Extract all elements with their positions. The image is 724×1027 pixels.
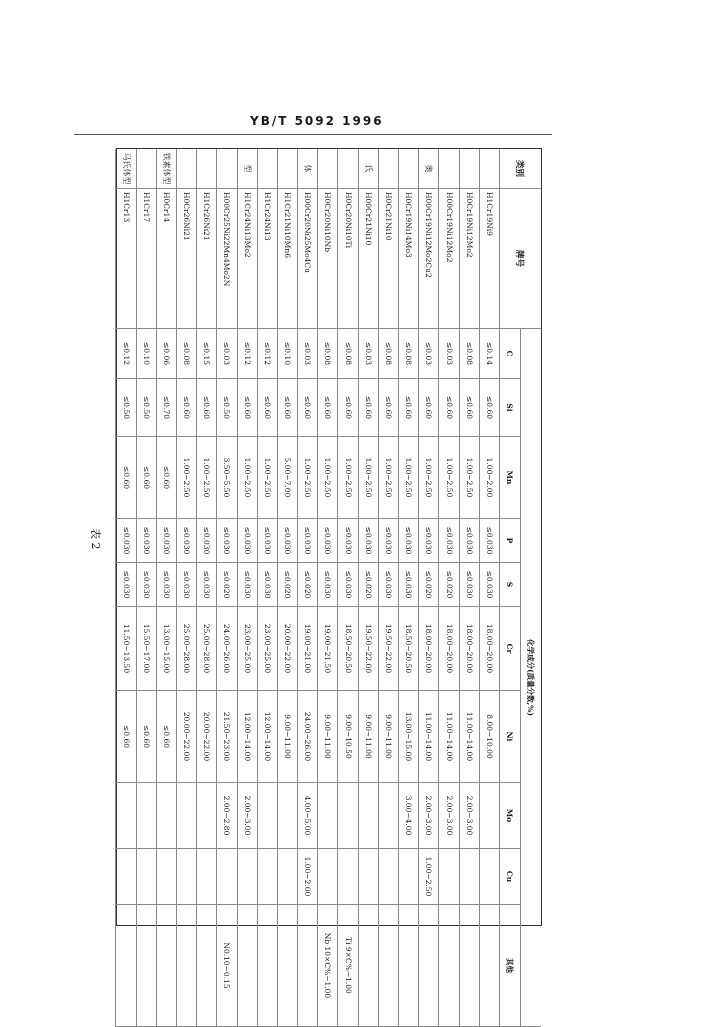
cell-ni: 11.00~14.00: [418, 691, 438, 783]
cell-grade: H0Cr19Ni14Mo3: [398, 189, 418, 329]
cell-s: ≤0.020: [418, 563, 438, 607]
cell-ni: 11.00~14.00: [459, 691, 479, 783]
cell-p: ≤0.030: [418, 519, 438, 563]
cell-mn: 1.00~2.50: [257, 437, 277, 519]
cell-category: [176, 149, 196, 189]
cell-s: ≤0.030: [115, 563, 135, 607]
cell-cr: 23.00~25.00: [257, 607, 277, 691]
header-cr: Cr: [500, 607, 520, 691]
cell-s: ≤0.020: [358, 563, 378, 607]
cell-cr: 19.50~22.00: [358, 607, 378, 691]
cell-si: ≤0.50: [216, 379, 236, 437]
cell-grade: H1Cr17: [136, 189, 156, 329]
cell-mn: 3.50~5.50: [216, 437, 236, 519]
cell-mo: [378, 783, 398, 849]
cell-category: 铁素体型: [156, 149, 176, 189]
cell-p: ≤0.030: [136, 519, 156, 563]
cell-cu: [479, 849, 499, 905]
cell-c: ≤0.03: [438, 329, 458, 379]
cell-c: ≤0.03: [418, 329, 438, 379]
cell-mo: 2.00~3.00: [438, 783, 458, 849]
cell-mn: 1.00~2.50: [338, 437, 358, 519]
cell-p: ≤0.030: [115, 519, 135, 563]
cell-other: [297, 905, 317, 1027]
cell-other: [136, 905, 156, 1027]
cell-category: 型: [237, 149, 257, 189]
cell-ni: 9.00~11.00: [277, 691, 297, 783]
cell-grade: H0Cr21Ni10: [378, 189, 398, 329]
cell-category: [338, 149, 358, 189]
header-p: P: [500, 519, 520, 563]
cell-si: ≤0.60: [418, 379, 438, 437]
header-c: C: [500, 329, 520, 379]
cell-s: ≤0.020: [438, 563, 458, 607]
cell-p: ≤0.030: [358, 519, 378, 563]
cell-ni: 20.00~22.00: [176, 691, 196, 783]
cell-s: ≤0.030: [257, 563, 277, 607]
cell-other: [398, 905, 418, 1027]
cell-other: [459, 905, 479, 1027]
cell-si: ≤0.50: [115, 379, 135, 437]
cell-mo: 2.00~2.80: [216, 783, 236, 849]
cell-cr: 19.00~21.00: [297, 607, 317, 691]
cell-mo: 3.00~4.00: [398, 783, 418, 849]
cell-category: [196, 149, 216, 189]
cell-mo: 2.00~3.00: [418, 783, 438, 849]
cell-mn: 1.00~2.50: [398, 437, 418, 519]
cell-category: 奥: [418, 149, 438, 189]
table-caption: 表 2: [89, 528, 102, 550]
cell-cr: 24.00~26.00: [216, 607, 236, 691]
cell-mo: [156, 783, 176, 849]
cell-mn: 1.00~2.50: [378, 437, 398, 519]
cell-ni: ≤0.60: [115, 691, 135, 783]
cell-si: ≤0.60: [317, 379, 337, 437]
cell-c: ≤0.06: [156, 329, 176, 379]
cell-si: ≤0.60: [176, 379, 196, 437]
cell-other: [196, 905, 216, 1027]
cell-cr: 15.50~17.00: [136, 607, 156, 691]
cell-cr: 23.00~25.00: [237, 607, 257, 691]
cell-mo: [136, 783, 156, 849]
cell-c: ≤0.03: [216, 329, 236, 379]
cell-grade: H0Cr20Ni10Ti: [338, 189, 358, 329]
header-grade: 牌号: [499, 189, 541, 329]
cell-p: ≤0.030: [479, 519, 499, 563]
cell-category: [216, 149, 236, 189]
cell-ni: 13.00~15.00: [398, 691, 418, 783]
cell-grade: H1Cr26Ni21: [196, 189, 216, 329]
header-ni: Ni: [500, 691, 520, 783]
cell-cu: [237, 849, 257, 905]
cell-si: ≤0.70: [156, 379, 176, 437]
cell-other: [418, 905, 438, 1027]
cell-cu: [317, 849, 337, 905]
cell-p: ≤0.030: [176, 519, 196, 563]
cell-si: ≤0.60: [237, 379, 257, 437]
cell-mn: 1.00~2.50: [196, 437, 216, 519]
cell-mo: [176, 783, 196, 849]
cell-mn: ≤0.60: [136, 437, 156, 519]
cell-mn: 1.00~2.50: [438, 437, 458, 519]
cell-p: ≤0.030: [438, 519, 458, 563]
cell-p: ≤0.030: [398, 519, 418, 563]
cell-cr: 18.00~20.00: [418, 607, 438, 691]
cell-p: ≤0.030: [196, 519, 216, 563]
cell-category: [479, 149, 499, 189]
cell-grade: H0Cr14: [156, 189, 176, 329]
cell-s: ≤0.030: [378, 563, 398, 607]
header-mo: Mo: [500, 783, 520, 849]
cell-ni: 8.00~10.00: [479, 691, 499, 783]
cell-other: [156, 905, 176, 1027]
cell-cr: 18.00~20.00: [479, 607, 499, 691]
cell-other: Nb 10×C%~1.00: [317, 905, 337, 1027]
cell-grade: H0Cr19Ni12Mo2: [459, 189, 479, 329]
header-element-row: [500, 329, 520, 1026]
cell-mn: ≤0.60: [115, 437, 135, 519]
cell-mo: [257, 783, 277, 849]
header-cu: Cu: [500, 849, 520, 905]
cell-cr: 11.50~13.50: [115, 607, 135, 691]
cell-ni: 9.00~11.00: [358, 691, 378, 783]
cell-cu: [136, 849, 156, 905]
cell-cu: [176, 849, 196, 905]
standard-code: YB/T 5092 1996: [250, 114, 384, 128]
cell-ni: ≤0.60: [156, 691, 176, 783]
cell-cr: 18.50~20.50: [398, 607, 418, 691]
cell-other: [257, 905, 277, 1027]
cell-ni: 9.00~10.50: [338, 691, 358, 783]
cell-s: ≤0.030: [237, 563, 257, 607]
cell-cu: [156, 849, 176, 905]
cell-c: ≤0.03: [358, 329, 378, 379]
cell-grade: H1Cr19Ni9: [479, 189, 499, 329]
cell-other: N0.10~0.15: [216, 905, 236, 1027]
cell-mn: 5.00~7.00: [277, 437, 297, 519]
cell-c: ≤0.08: [378, 329, 398, 379]
cell-other: [277, 905, 297, 1027]
cell-s: ≤0.030: [479, 563, 499, 607]
cell-s: ≤0.030: [136, 563, 156, 607]
cell-grade: H0Cr26Ni21: [176, 189, 196, 329]
cell-grade: H1Cr24Ni13Mo2: [237, 189, 257, 329]
cell-cr: 20.00~22.00: [277, 607, 297, 691]
cell-cr: 19.00~21.50: [317, 607, 337, 691]
cell-cr: 25.00~28.00: [176, 607, 196, 691]
cell-mo: 2.00~3.00: [459, 783, 479, 849]
cell-mn: 1.00~2.50: [317, 437, 337, 519]
cell-c: ≤0.10: [136, 329, 156, 379]
cell-ni: 21.50~23.00: [216, 691, 236, 783]
cell-category: 体: [297, 149, 317, 189]
cell-ni: 12.00~14.00: [237, 691, 257, 783]
header-other: 其他: [500, 905, 520, 1027]
cell-mo: [196, 783, 216, 849]
cell-ni: 11.00~14.00: [438, 691, 458, 783]
cell-ni: 9.00~11.00: [317, 691, 337, 783]
cell-s: ≤0.030: [338, 563, 358, 607]
cell-grade: H00Cr25Ni22Mn4Mo2N: [216, 189, 236, 329]
cell-c: ≤0.12: [115, 329, 135, 379]
cell-mo: [115, 783, 135, 849]
cell-p: ≤0.030: [297, 519, 317, 563]
cell-mn: ≤0.60: [156, 437, 176, 519]
cell-si: ≤0.60: [297, 379, 317, 437]
cell-cu: [338, 849, 358, 905]
cell-cu: [459, 849, 479, 905]
cell-cr: 19.50~22.00: [378, 607, 398, 691]
cell-c: ≤0.15: [196, 329, 216, 379]
cell-category: [438, 149, 458, 189]
header-si: Si: [500, 379, 520, 437]
cell-p: ≤0.030: [378, 519, 398, 563]
cell-p: ≤0.030: [216, 519, 236, 563]
cell-cu: [398, 849, 418, 905]
cell-mo: [479, 783, 499, 849]
cell-p: ≤0.030: [317, 519, 337, 563]
cell-mo: [277, 783, 297, 849]
cell-cu: [358, 849, 378, 905]
cell-cu: [378, 849, 398, 905]
cell-cr: 13.00~15.00: [156, 607, 176, 691]
cell-other: [438, 905, 458, 1027]
cell-c: ≤0.08: [317, 329, 337, 379]
cell-grade: H00Cr20Ni25Mo4Cu: [297, 189, 317, 329]
cell-cu: 1.00~2.50: [418, 849, 438, 905]
cell-mn: 1.00~2.50: [237, 437, 257, 519]
header-composition-group: [499, 329, 541, 1027]
cell-cr: 25.00~28.00: [196, 607, 216, 691]
cell-p: ≤0.030: [156, 519, 176, 563]
cell-p: ≤0.030: [277, 519, 297, 563]
cell-category: [136, 149, 156, 189]
cell-c: ≤0.08: [459, 329, 479, 379]
cell-category: 马氏体型: [115, 149, 135, 189]
cell-mo: [338, 783, 358, 849]
cell-ni: 24.00~26.00: [297, 691, 317, 783]
cell-ni: 12.00~14.00: [257, 691, 277, 783]
cell-si: ≤0.60: [378, 379, 398, 437]
cell-cu: [438, 849, 458, 905]
cell-s: ≤0.020: [277, 563, 297, 607]
cell-p: ≤0.030: [237, 519, 257, 563]
cell-ni: ≤0.60: [136, 691, 156, 783]
cell-si: ≤0.60: [196, 379, 216, 437]
header-category: 类别: [499, 149, 541, 189]
cell-mn: 1.00~2.50: [176, 437, 196, 519]
cell-mn: 1.00~2.50: [418, 437, 438, 519]
cell-ni: 9.00~11.00: [378, 691, 398, 783]
cell-s: ≤0.030: [156, 563, 176, 607]
cell-cr: 18.50~20.50: [338, 607, 358, 691]
cell-c: ≤0.08: [398, 329, 418, 379]
cell-category: [459, 149, 479, 189]
cell-category: [277, 149, 297, 189]
cell-grade: H0Cr20Ni10Nb: [317, 189, 337, 329]
cell-mn: 1.00~2.50: [459, 437, 479, 519]
cell-other: [358, 905, 378, 1027]
cell-other: [176, 905, 196, 1027]
cell-p: ≤0.030: [338, 519, 358, 563]
cell-cr: 18.00~20.00: [459, 607, 479, 691]
cell-si: ≤0.60: [479, 379, 499, 437]
cell-cu: [257, 849, 277, 905]
cell-p: ≤0.030: [257, 519, 277, 563]
cell-si: ≤0.60: [257, 379, 277, 437]
cell-ni: 20.00~22.00: [196, 691, 216, 783]
cell-c: ≤0.10: [277, 329, 297, 379]
cell-si: ≤0.60: [358, 379, 378, 437]
cell-c: ≤0.08: [338, 329, 358, 379]
cell-p: ≤0.030: [459, 519, 479, 563]
cell-c: ≤0.14: [479, 329, 499, 379]
cell-si: ≤0.50: [136, 379, 156, 437]
cell-cu: [115, 849, 135, 905]
cell-s: ≤0.030: [459, 563, 479, 607]
header-s: S: [500, 563, 520, 607]
cell-other: [479, 905, 499, 1027]
cell-mo: 2.00~3.00: [237, 783, 257, 849]
cell-category: [398, 149, 418, 189]
cell-s: ≤0.020: [297, 563, 317, 607]
cell-mn: 1.00~2.50: [358, 437, 378, 519]
composition-table: [116, 148, 542, 999]
cell-s: ≤0.020: [216, 563, 236, 607]
cell-si: ≤0.60: [338, 379, 358, 437]
cell-category: [257, 149, 277, 189]
cell-other: Ti 9×C%~1.00: [338, 905, 358, 1027]
cell-cu: [196, 849, 216, 905]
cell-category: [378, 149, 398, 189]
cell-si: ≤0.60: [277, 379, 297, 437]
cell-grade: H00Cr21Ni10: [358, 189, 378, 329]
cell-mn: 1.00~2.50: [297, 437, 317, 519]
cell-cu: 1.00~2.00: [297, 849, 317, 905]
cell-cu: [216, 849, 236, 905]
cell-other: [378, 905, 398, 1027]
cell-si: ≤0.60: [438, 379, 458, 437]
cell-s: ≤0.030: [196, 563, 216, 607]
header-group-label: 化学成分(质量分数,%): [520, 329, 541, 1026]
cell-mo: 4.00~5.00: [297, 783, 317, 849]
cell-other: [115, 905, 135, 1027]
cell-c: ≤0.08: [176, 329, 196, 379]
cell-si: ≤0.60: [398, 379, 418, 437]
cell-cu: [277, 849, 297, 905]
cell-mo: [317, 783, 337, 849]
cell-s: ≤0.030: [398, 563, 418, 607]
cell-grade: H1Cr13: [115, 189, 135, 329]
cell-c: ≤0.03: [297, 329, 317, 379]
cell-other: [237, 905, 257, 1027]
cell-s: ≤0.030: [176, 563, 196, 607]
cell-grade: H00Cr19Ni12Mo2: [438, 189, 458, 329]
cell-mo: [358, 783, 378, 849]
cell-si: ≤0.60: [459, 379, 479, 437]
cell-c: ≤0.12: [237, 329, 257, 379]
cell-mn: 1.00~2.00: [479, 437, 499, 519]
cell-grade: H1Cr24Ni13: [257, 189, 277, 329]
cell-category: [317, 149, 337, 189]
cell-s: ≤0.030: [317, 563, 337, 607]
cell-cr: 18.00~20.00: [438, 607, 458, 691]
cell-c: ≤0.12: [257, 329, 277, 379]
cell-grade: H1Cr21Ni10Mn6: [277, 189, 297, 329]
cell-category: 氏: [358, 149, 378, 189]
header-rule: [74, 134, 552, 135]
cell-grade: H00Cr19Ni12Mo2Cu2: [418, 189, 438, 329]
header-mn: Mn: [500, 437, 520, 519]
